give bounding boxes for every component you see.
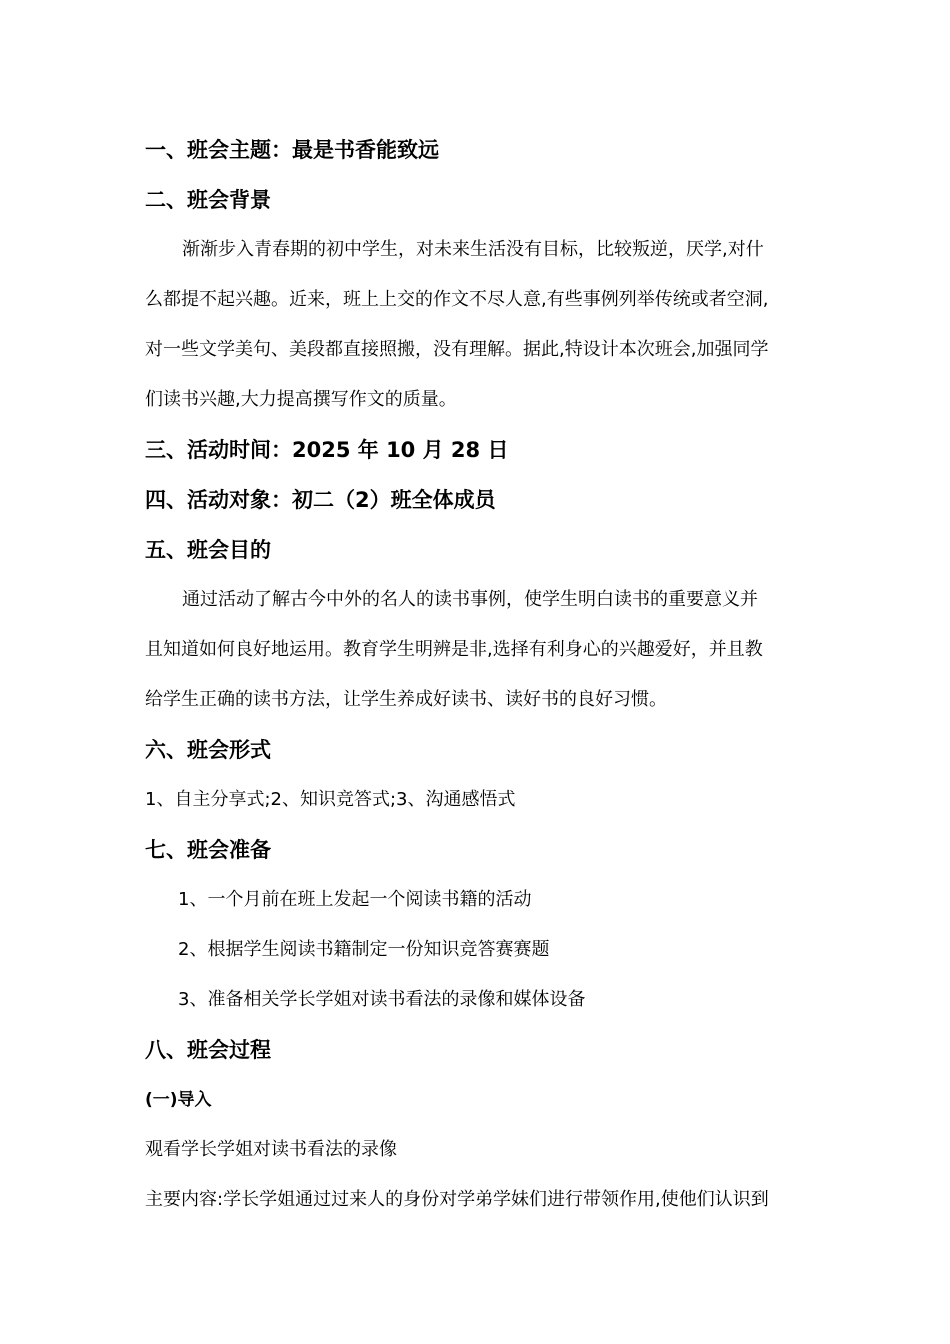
- process-subheading: (一)导入: [145, 1090, 212, 1110]
- background-paragraph-line: 渐渐步入青春期的初中学生，对未来生活没有目标，比较叛逆，厌学,对什: [182, 239, 764, 260]
- preparation-item: 1、一个月前在班上发起一个阅读书籍的活动: [178, 889, 532, 910]
- section-participants-heading: 四、活动对象：初二（2）班全体成员: [145, 488, 496, 512]
- section-time-heading: 三、活动时间：2025 年 10 月 28 日: [145, 438, 509, 462]
- section-theme-heading: 一、班会主题：最是书香能致远: [145, 138, 439, 162]
- background-paragraph-line: 对一些文学美句、美段都直接照搬，没有理解。据此,特设计本次班会,加强同学: [145, 339, 769, 360]
- section-format-heading: 六、班会形式: [145, 738, 271, 762]
- format-text: 1、自主分享式;2、知识竞答式;3、沟通感悟式: [145, 789, 516, 810]
- section-process-heading: 八、班会过程: [145, 1038, 271, 1062]
- section-goal-heading: 五、班会目的: [145, 538, 271, 562]
- section-preparation-heading: 七、班会准备: [145, 838, 271, 862]
- preparation-item: 3、准备相关学长学姐对读书看法的录像和媒体设备: [178, 989, 586, 1010]
- intro-text: 观看学长学姐对读书看法的录像: [145, 1139, 397, 1160]
- intro-content-text: 主要内容:学长学姐通过过来人的身份对学弟学妹们进行带领作用,使他们认识到: [145, 1189, 769, 1210]
- background-paragraph-line: 么都提不起兴趣。近来，班上上交的作文不尽人意,有些事例列举传统或者空洞,: [145, 289, 769, 310]
- background-paragraph-line: 们读书兴趣,大力提高撰写作文的质量。: [145, 389, 457, 410]
- document-body: [145, 128, 825, 1228]
- goal-paragraph-line: 给学生正确的读书方法，让学生养成好读书、读好书的良好习惯。: [145, 689, 667, 710]
- preparation-item: 2、根据学生阅读书籍制定一份知识竞答赛赛题: [178, 939, 550, 960]
- goal-paragraph-line: 通过活动了解古今中外的名人的读书事例，使学生明白读书的重要意义并: [182, 589, 758, 610]
- goal-paragraph-line: 且知道如何良好地运用。教育学生明辨是非,选择有利身心的兴趣爱好，并且教: [145, 639, 763, 660]
- section-background-heading: 二、班会背景: [145, 188, 271, 212]
